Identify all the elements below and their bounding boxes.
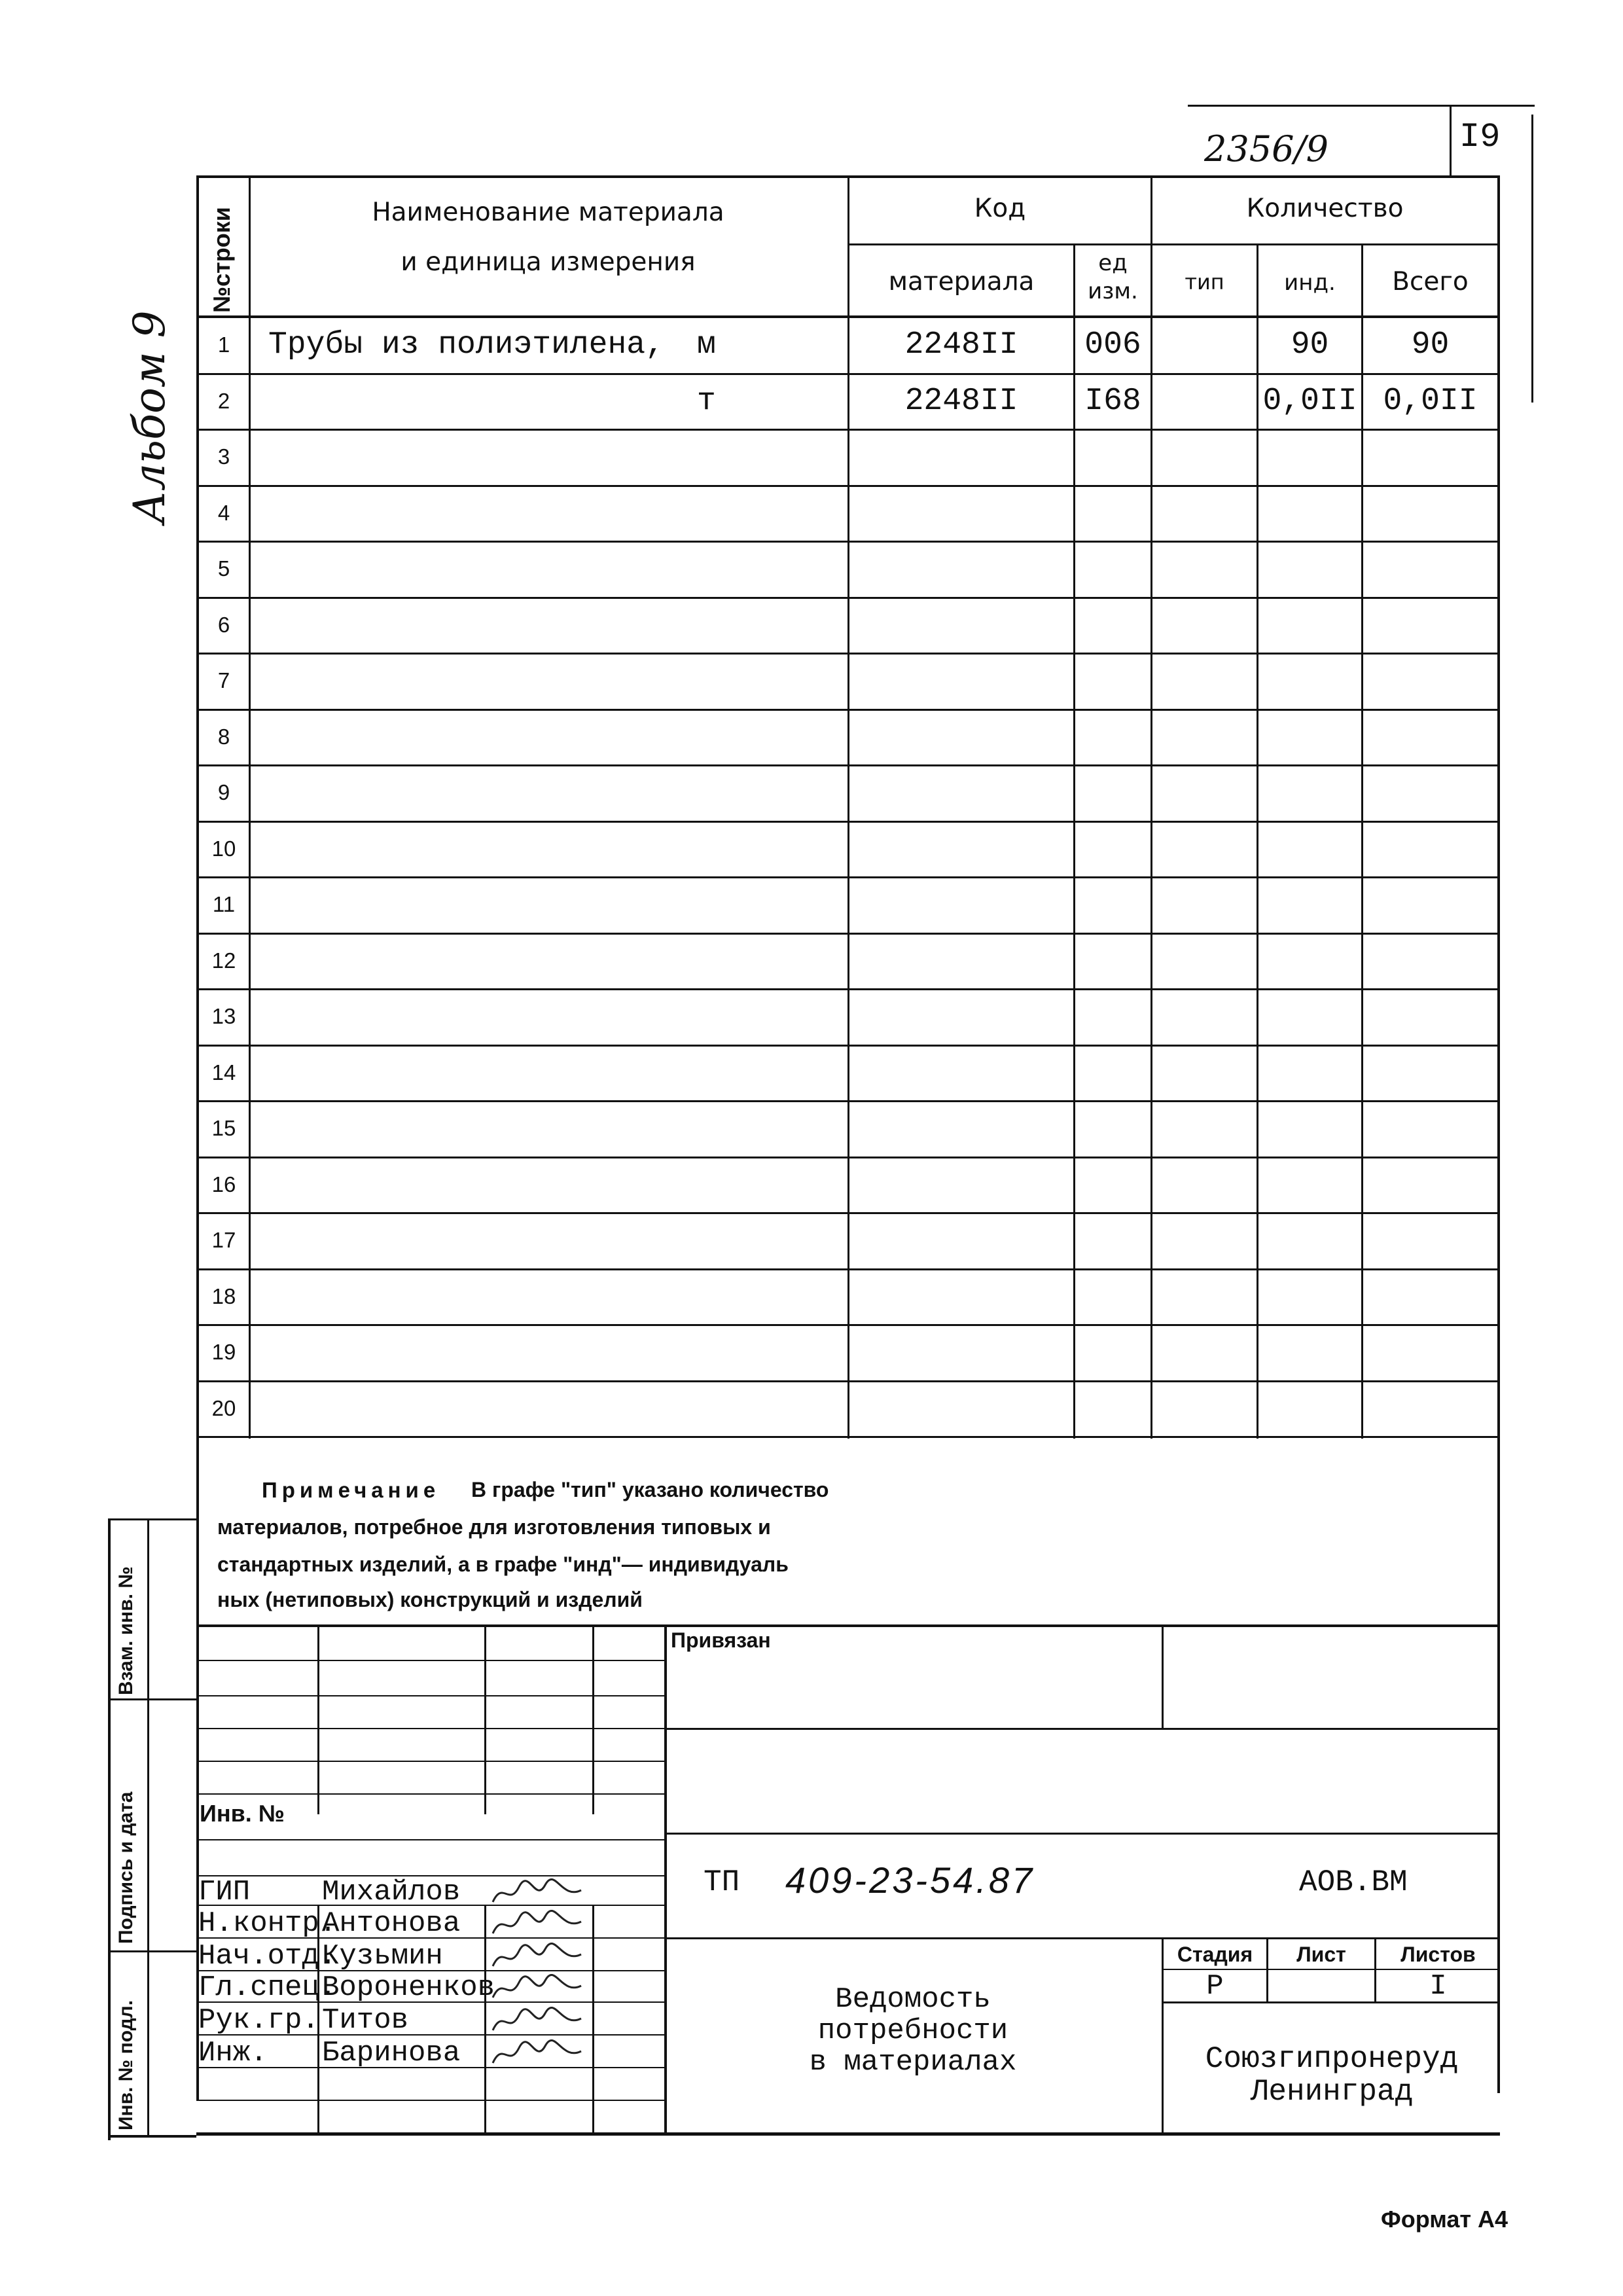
sig-col-1	[317, 1624, 319, 1814]
handwritten-signature	[490, 1877, 588, 1907]
note-line-3: стандартных изделий, а в графе "инд"— индивидуаль	[217, 1552, 789, 1576]
row-separator	[196, 1324, 1500, 1326]
signature-name: Баринова	[322, 2037, 461, 2070]
header-unit-2: изм.	[1088, 278, 1138, 304]
header-split-line	[847, 243, 1500, 245]
titleblock-bottom-border	[196, 2132, 1500, 2136]
row-number: 8	[217, 725, 230, 749]
right-margin-line	[1531, 115, 1533, 403]
row-number: 15	[211, 1116, 236, 1140]
sheet-number-divider	[1450, 105, 1452, 177]
sheet-number: I9	[1459, 118, 1501, 156]
sig-row-14	[196, 2100, 664, 2101]
side-strip-left	[108, 1518, 111, 2140]
sig-col-2	[484, 1624, 486, 1814]
header-type: тип	[1185, 270, 1224, 295]
side-strip-divider	[147, 1518, 149, 2137]
handwritten-signature	[490, 2038, 588, 2068]
side-strip-sep-1	[108, 1698, 196, 1700]
col-line-name	[847, 175, 849, 1439]
row-separator	[196, 988, 1500, 990]
doc-code: АОВ.ВМ	[1299, 1865, 1408, 1899]
row-separator	[196, 373, 1500, 375]
privyazan-bottom	[664, 1728, 1500, 1730]
doc-title-2: потребности	[817, 2015, 1008, 2047]
row-number: 2	[217, 389, 230, 413]
signature-name: Антонова	[322, 1907, 461, 1940]
doc-title-3: в материалах	[809, 2046, 1017, 2079]
ind-quantity: 0,0II	[1262, 384, 1357, 419]
sig-row-3	[196, 1728, 664, 1729]
total-quantity: 90	[1411, 327, 1450, 363]
col-line-ind	[1361, 243, 1363, 1439]
row-separator	[196, 541, 1500, 543]
row-separator	[196, 876, 1500, 878]
row-number: 3	[217, 444, 230, 469]
row-separator	[196, 1380, 1500, 1382]
material-name: Трубы из полиэтилена,	[268, 327, 664, 363]
row-separator	[196, 764, 1500, 766]
material-code: 2248II	[904, 384, 1018, 419]
signature-role: ГИП	[198, 1876, 251, 1909]
privyazan-label: Привязан	[671, 1628, 771, 1652]
signature-name: Михайлов	[322, 1876, 461, 1909]
total-quantity: 0,0II	[1383, 384, 1478, 419]
header-quantity: Количество	[1246, 194, 1404, 223]
tp-label: ТП	[704, 1865, 740, 1899]
table-right-border	[1497, 175, 1500, 2093]
row-number: 13	[211, 1004, 236, 1028]
header-name-2: и единица измерения	[401, 247, 696, 277]
stage-value: Р	[1206, 1970, 1224, 2003]
signature-name: Вороненков	[322, 1971, 495, 2004]
side-label-podpis: Подпись и дата	[115, 1791, 137, 1944]
signature-role: Инж.	[198, 2037, 268, 2070]
sig-row-5	[196, 1793, 664, 1795]
row-separator	[196, 709, 1500, 711]
handwritten-signature	[490, 1973, 588, 2003]
handwritten-signature	[490, 2005, 588, 2036]
album-label: Альбом 9	[124, 310, 175, 524]
signature-role: Гл.спец.	[198, 1971, 337, 2004]
stage-label: Стадия	[1177, 1943, 1253, 1966]
handwritten-signature	[490, 1909, 588, 1939]
signature-role: Нач.отд.	[198, 1940, 337, 1973]
row-separator	[196, 1100, 1500, 1102]
row-number: 6	[217, 613, 230, 637]
sig-col-3	[592, 1624, 594, 1814]
row-separator	[196, 485, 1500, 487]
side-strip-bottom	[108, 2135, 196, 2138]
top-rule	[1188, 105, 1535, 107]
row-separator	[196, 821, 1500, 823]
signature-name: Кузьмин	[322, 1940, 443, 1973]
side-strip-sep-2	[108, 1950, 196, 1952]
unit-code: 006	[1084, 327, 1141, 363]
unit-code: I68	[1084, 384, 1141, 419]
row-separator	[196, 429, 1500, 431]
header-code: Код	[974, 194, 1026, 223]
col-line-material	[1073, 243, 1075, 1439]
header-unit: ед	[1098, 250, 1128, 276]
ind-quantity: 90	[1291, 327, 1329, 363]
row-separator	[196, 1157, 1500, 1158]
sheets-label: Листов	[1400, 1943, 1476, 1966]
note-line-1: В графе "тип" указано количество	[471, 1478, 829, 1501]
side-label-inv-podl: Инв. № подл.	[115, 2000, 137, 2130]
header-total: Всего	[1392, 267, 1469, 296]
signature-role: Рук.гр.	[198, 2004, 319, 2037]
header-row-no: №строки	[208, 207, 235, 313]
row-separator	[196, 597, 1500, 599]
inv-no-label: Инв. №	[200, 1800, 285, 1827]
org-name: Союзгипронеруд	[1205, 2042, 1459, 2076]
header-name: Наименование материала	[372, 198, 724, 227]
project-code: 409-23-54.87	[785, 1859, 1035, 1901]
sig-row-2	[196, 1695, 664, 1696]
col-line-type	[1257, 243, 1258, 1439]
row-number: 9	[217, 780, 230, 804]
project-row-top	[664, 1833, 1500, 1835]
row-number: 19	[211, 1340, 236, 1364]
row-separator	[196, 1045, 1500, 1047]
material-code: 2248II	[904, 327, 1018, 363]
col-line-unit	[1150, 175, 1152, 1439]
row-separator	[196, 1212, 1500, 1214]
privyazan-divider	[1162, 1624, 1164, 1728]
doc-number: 2356/9	[1204, 128, 1329, 170]
header-material: материала	[888, 267, 1035, 296]
row-number: 20	[211, 1396, 236, 1420]
doc-title-1: Ведомость	[835, 1983, 991, 2016]
sig-row-1	[196, 1660, 664, 1661]
signature-role: Н.контр.	[198, 1907, 337, 1940]
note-line-2: материалов, потребное для изготовления типовых и	[217, 1515, 771, 1539]
row-number: 18	[211, 1284, 236, 1308]
unit-name: т	[697, 384, 716, 419]
titleblock-top-border	[196, 1624, 1500, 1627]
side-strip-top	[108, 1518, 196, 1520]
row-number: 16	[211, 1172, 236, 1196]
row-number: 7	[217, 668, 230, 692]
handwritten-signature	[490, 1941, 588, 1971]
format-label: Формат А4	[1381, 2206, 1508, 2233]
row-number: 17	[211, 1228, 236, 1252]
header-ind: инд.	[1284, 270, 1336, 296]
row-separator	[196, 933, 1500, 935]
row-separator	[196, 1436, 1500, 1438]
note-line-4: ных (нетиповых) конструкций и изделий	[217, 1588, 643, 1611]
row-number: 10	[211, 836, 236, 861]
row-number: 12	[211, 948, 236, 973]
sheets-value: I	[1429, 1970, 1447, 2003]
signature-name: Титов	[322, 2004, 409, 2037]
unit-name: м	[697, 327, 716, 363]
row-number: 14	[211, 1060, 236, 1085]
sig-row-4	[196, 1761, 664, 1762]
row-number: 5	[217, 556, 230, 581]
row-separator	[196, 653, 1500, 655]
row-number: 1	[217, 332, 230, 357]
row-number: 11	[212, 892, 236, 916]
sig-row-6	[196, 1839, 664, 1840]
row-number: 4	[217, 501, 230, 525]
side-label-vzam: Взам. инв. №	[115, 1566, 137, 1695]
note-title: Примечание	[262, 1478, 440, 1502]
org-city: Ленинград	[1250, 2075, 1414, 2109]
sheet-label: Лист	[1296, 1943, 1346, 1966]
row-separator	[196, 1268, 1500, 1270]
